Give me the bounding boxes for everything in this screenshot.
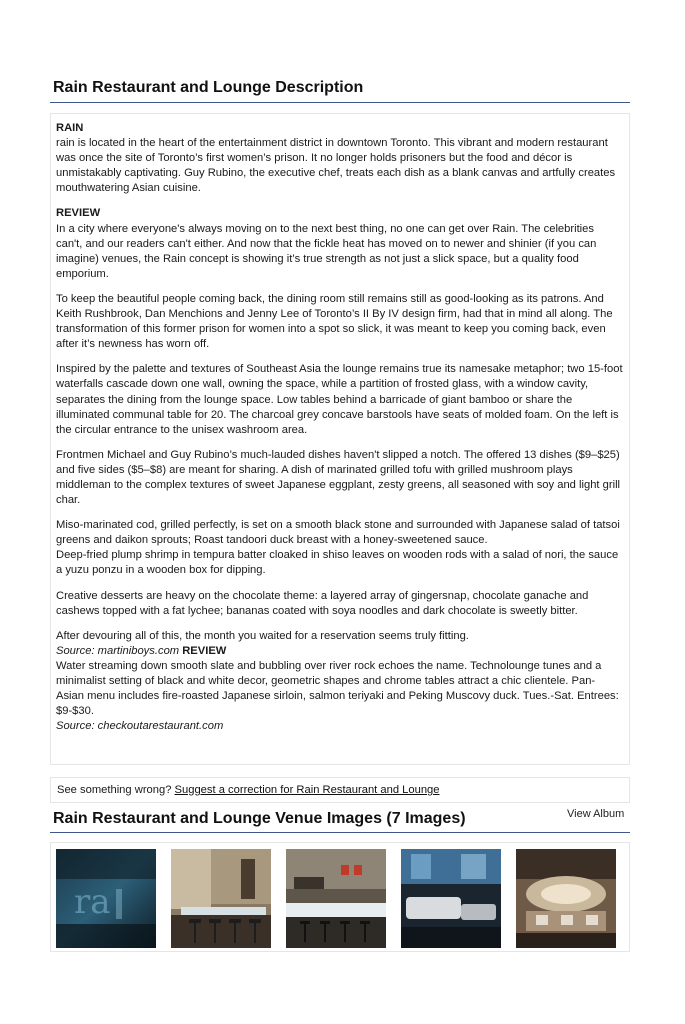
correction-bar bbox=[50, 777, 630, 803]
thumbnail-bar-counter[interactable] bbox=[286, 849, 386, 948]
review-paragraph: Frontmen Michael and Guy Rubino’s much-lauded dishes haven't slipped a notch. The offered 13 dishes ($9–$25) and five sides ($5–$8) are meant for sharing. A dish of marinated grilled tofu with grilled mushroom plays middleman to the complex textures of sweet Japanese eggplant, zesty greens, all seasoned with soy and light grill char. bbox=[56, 448, 621, 507]
review-paragraph: To keep the beautiful people coming back, the dining room still remains still as good-looking as its patrons. And Keith Rushbrook, Dan Menchions and Jenny Lee of Toronto’s II By IV design firm, had that in mind all along. The transformation of this former prison for women into a spot so slick, it was meant to keep you coming back, even after it’s newness has worn off. bbox=[56, 292, 613, 351]
view-album-link[interactable]: View Album bbox=[567, 808, 625, 820]
source-credit: Source: martiniboys.com bbox=[56, 644, 180, 657]
images-title-rule bbox=[50, 832, 630, 833]
thumbnail-dining-room[interactable] bbox=[516, 849, 616, 948]
correction-prefix: See something wrong? bbox=[57, 784, 172, 796]
images-title: Rain Restaurant and Lounge Venue Images (7 Images) bbox=[53, 810, 466, 827]
review2-heading: REVIEW bbox=[182, 644, 227, 657]
description-box bbox=[50, 113, 630, 765]
review-paragraph: Inspired by the palette and textures of Southeast Asia the lounge remains true its namesake metaphor; two 15-foot waterfalls cascade down one wall, owning the space, while a partition of frosted glass, with a window cavity, separates the dining from the lounge space. Low tables behind a barricade of giant bamboo or share the illuminated communal table for 20. The charcoal grey concave barstools have seats of molded foam. On the left is the circular entrance to the unisex washroom area. bbox=[56, 363, 623, 436]
review2-text: Water streaming down smooth slate and bubbling over river rock echoes the name. Technolounge tunes and a minimalist setting of black and white decor, geometric shapes and chrome tables attract a chic clientele. Pan-Asian menu includes fire-roasted Japanese sirloin, salmon teriyaki and Peking Muscovy duck. Tues.-Sat. Entrees: $9-$30. bbox=[56, 659, 619, 718]
thumbnail-bar-stools[interactable] bbox=[171, 849, 271, 948]
source-credit: Source: checkoutarestaurant.com bbox=[56, 720, 224, 733]
review-heading: REVIEW bbox=[56, 207, 101, 220]
image-gallery bbox=[50, 842, 630, 952]
rain-text: rain is located in the heart of the entertainment district in downtown Toronto. This vibrant and modern restaurant was once the site of Toronto’s first women’s prison. It no longer holds prisoners but the food and décor is unmistakably captivating. Guy Rubino, the executive chef, treats each dish as a blank canvas and artfully creates mouthwatering Asian cuisine. bbox=[56, 137, 616, 195]
review-paragraph: Deep-fried plump shrimp in tempura batter cloaked in shiso leaves on wooden rods with a salad of nori, the sauce a yuzu ponzu in a wooden box for dipping. bbox=[56, 549, 619, 577]
svg-text:ra: ra bbox=[74, 882, 111, 922]
review-paragraph: In a city where everyone's always moving on to the next best thing, no one can get over Rain. The celebrities can't, and our readers can't either. And now that the fickle heat has moved on to newer and shinier (if you can imagine) venues, the Rain concept is showing it’s true strength as not just a slick space, but a quality food emporium. bbox=[56, 222, 597, 280]
thumbnail-lounge-seating[interactable] bbox=[401, 849, 501, 948]
description-title: Rain Restaurant and Lounge Description bbox=[53, 79, 364, 96]
description-title-rule bbox=[50, 102, 630, 103]
review-paragraph: Creative desserts are heavy on the chocolate theme: a layered array of gingersnap, chocolate ganache and cashews topped with a fat lychee; bananas coated with soya noodles and dark chocolate is sweetly bitter. bbox=[56, 589, 589, 617]
thumbnail-rain-logo[interactable] bbox=[56, 849, 156, 948]
review-paragraph: After devouring all of this, the month you waited for a reservation seems truly fitting. bbox=[56, 629, 469, 642]
review-paragraph: Miso-marinated cod, grilled perfectly, is set on a smooth black stone and surrounded with Japanese salad of tatsoi greens and daikon sprouts; Roast tandoori duck breast with a honey-sweetened sauce. bbox=[56, 519, 620, 547]
suggest-correction-link[interactable]: Suggest a correction for Rain Restaurant and Lounge bbox=[174, 784, 440, 796]
rain-heading: RAIN bbox=[56, 122, 84, 134]
